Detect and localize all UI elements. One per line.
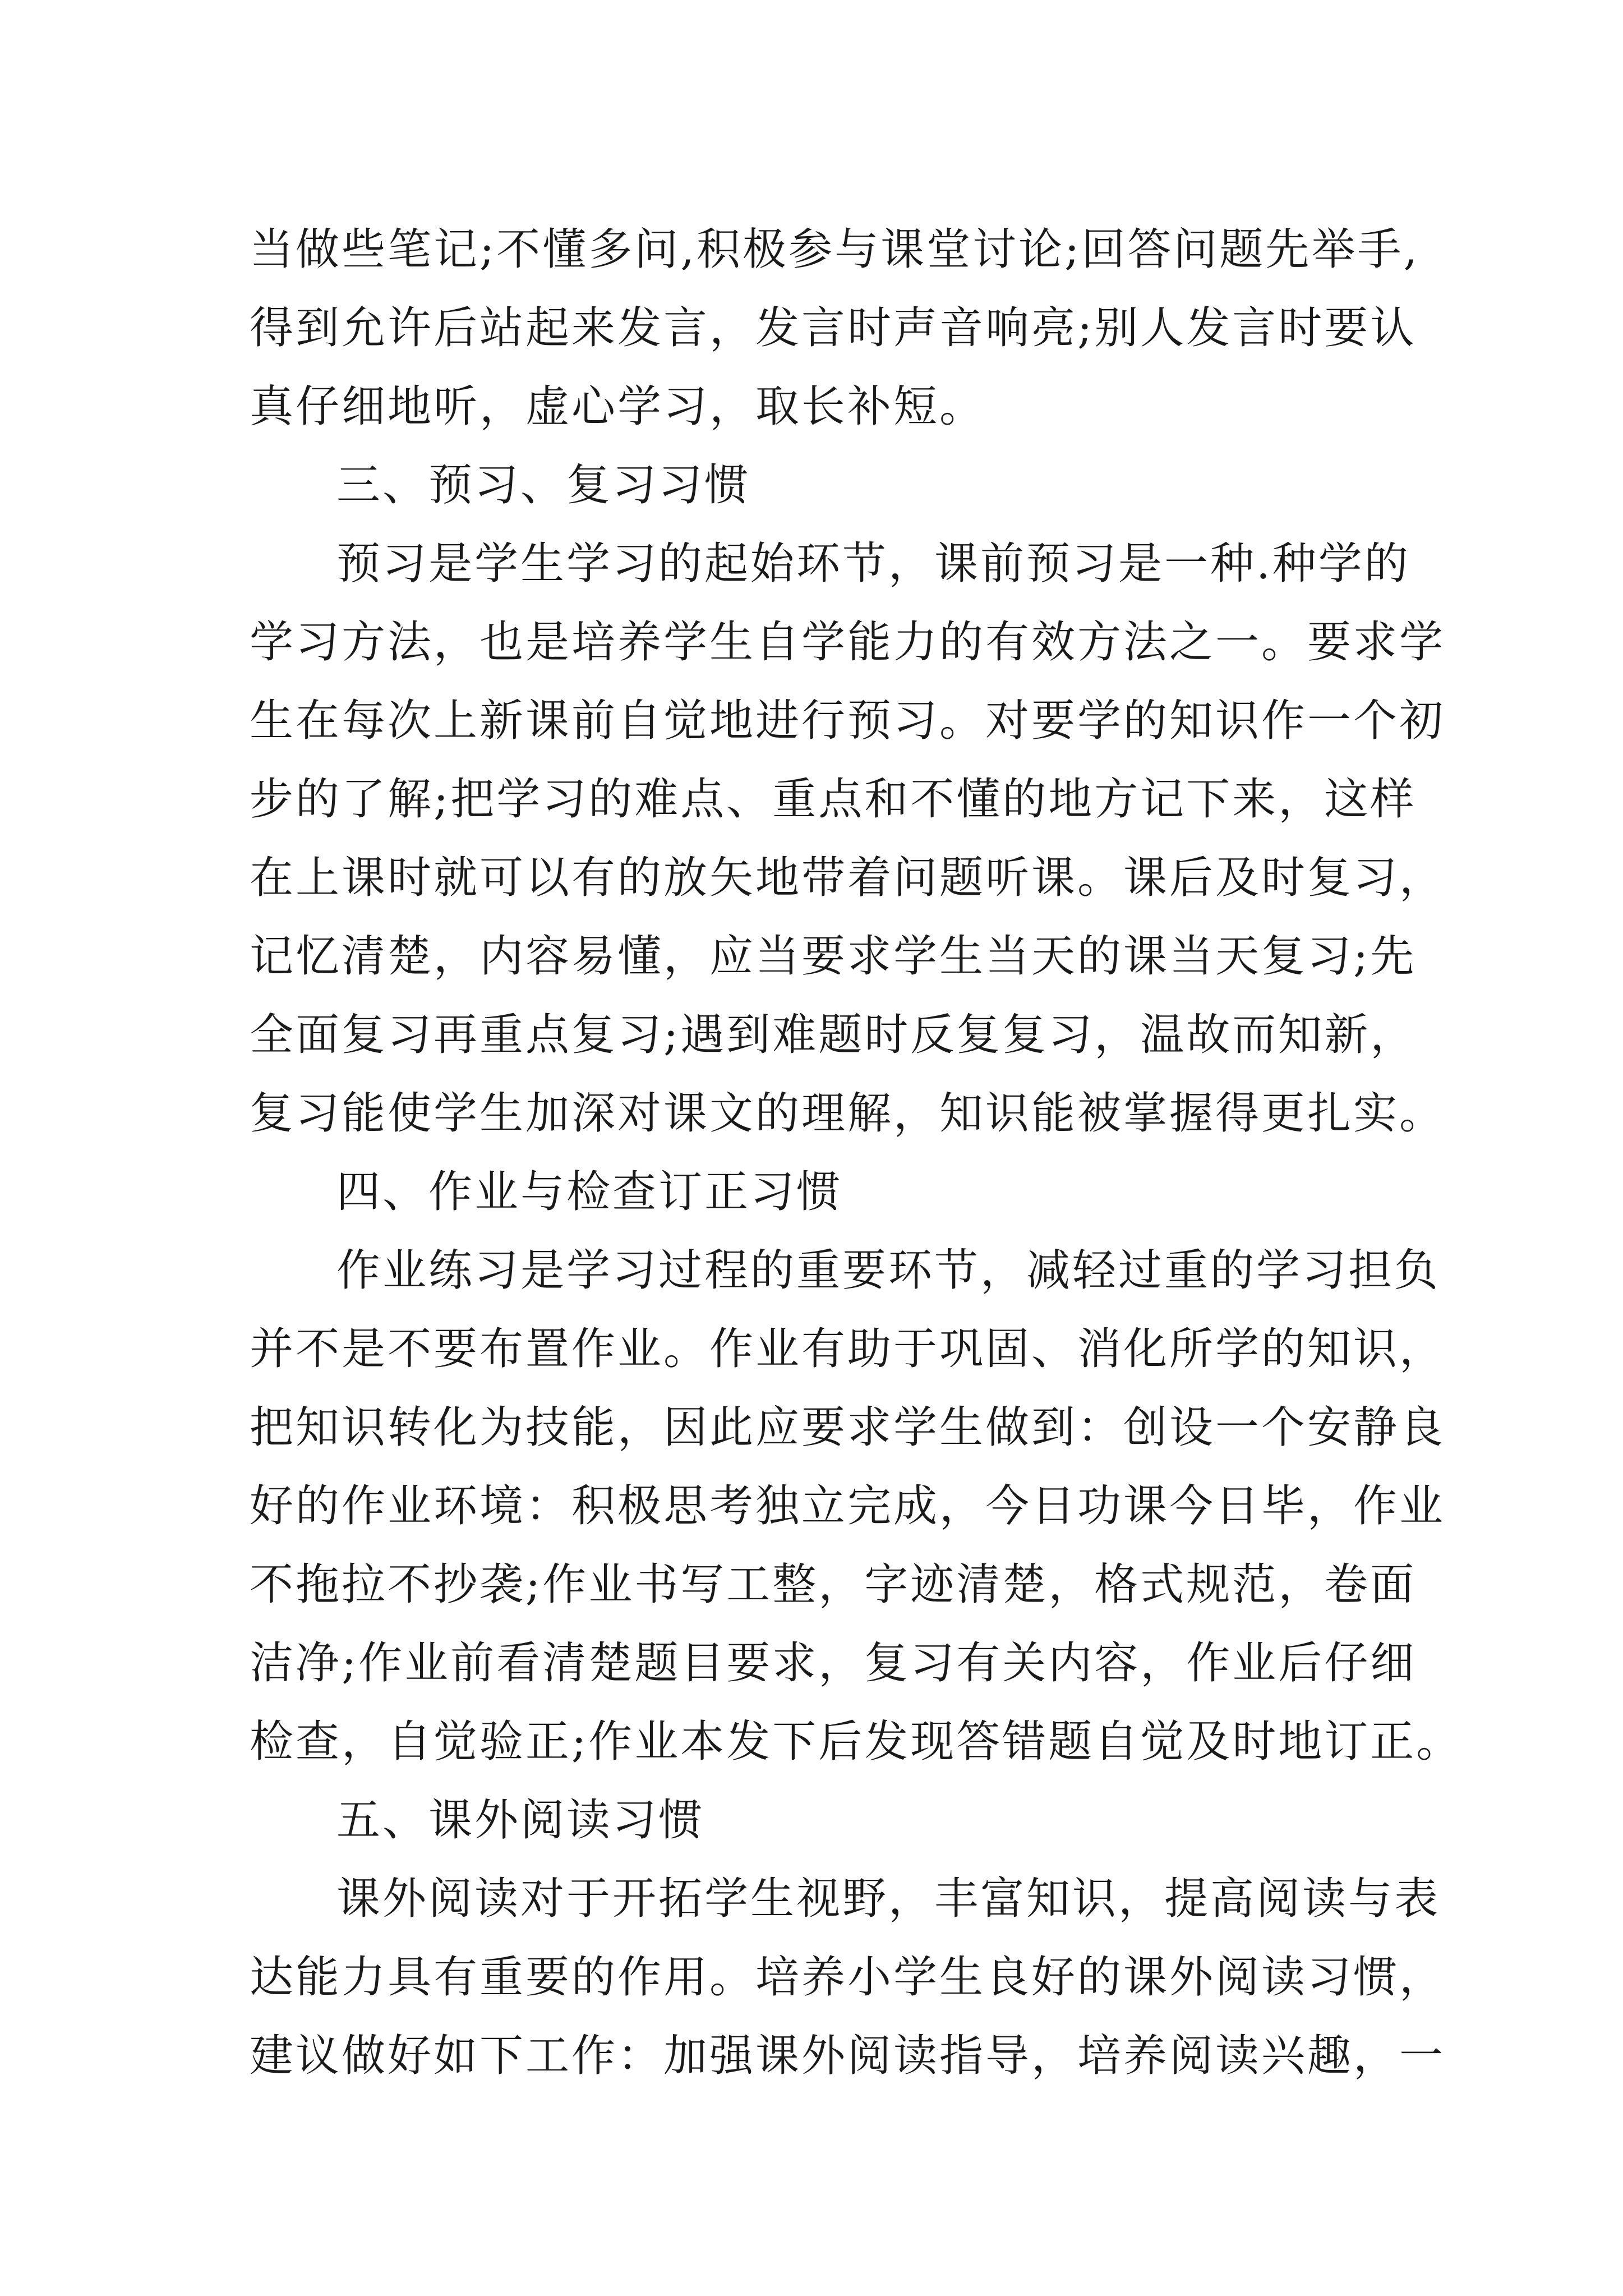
body-text-line: 在上课时就可以有的放矢地带着问题听课。课后及时复习， (250, 853, 1446, 903)
body-text-line: 不拖拉不抄袭;作业书写工整，字迹清楚，格式规范，卷面 (250, 1559, 1417, 1610)
body-text-line: 并不是不要布置作业。作业有助于巩固、消化所学的知识， (250, 1324, 1446, 1374)
body-text-line: 洁净;作业前看清楚题目要求，复习有关内容，作业后仔细 (250, 1638, 1417, 1688)
section-heading: 四、作业与检查订正习惯 (336, 1167, 843, 1217)
body-text-line: 当做些笔记;不懂多问,积极参与课堂讨论;回答问题先举手, (250, 224, 1420, 275)
body-text-line: 把知识转化为技能，因此应要求学生做到：创设一个安静良 (250, 1402, 1446, 1453)
body-text-line: 课外阅读对于开拓学生视野，丰富知识，提高阅读与表 (336, 1874, 1441, 1924)
body-text-line: 得到允许后站起来发言，发言时声音响亮;别人发言时要认 (250, 303, 1417, 353)
body-text-line: 步的了解;把学习的难点、重点和不懂的地方记下来，这样 (250, 774, 1417, 825)
body-text-line: 全面复习再重点复习;遇到难题时反复复习，温故而知新， (250, 1010, 1417, 1060)
body-text-line: 达能力具有重要的作用。培养小学生良好的课外阅读习惯， (250, 1952, 1446, 2003)
body-text-line: 复习能使学生加深对课文的理解，知识能被掌握得更扎实。 (250, 1088, 1446, 1139)
body-text-line: 记忆清楚，内容易懂，应当要求学生当天的课当天复习;先 (250, 931, 1417, 982)
body-text-line: 作业练习是学习过程的重要环节，减轻过重的学习担负 (336, 1245, 1441, 1296)
body-text-line: 预习是学生学习的起始环节，课前预习是一种.种学的 (336, 539, 1410, 589)
body-text-line: 学习方法，也是培养学生自学能力的有效方法之一。要求学 (250, 617, 1446, 668)
body-text-line: 建议做好如下工作：加强课外阅读指导，培养阅读兴趣，一 (250, 2031, 1446, 2081)
body-text-line: 好的作业环境：积极思考独立完成，今日功课今日毕，作业 (250, 1481, 1446, 1531)
body-text-line: 检查，自觉验正;作业本发下后发现答错题自觉及时地订正。 (250, 1717, 1463, 1767)
body-text-line: 真仔细地听，虚心学习，取长补短。 (250, 381, 986, 432)
body-text-line: 生在每次上新课前自觉地进行预习。对要学的知识作一个初 (250, 696, 1446, 746)
section-heading: 三、预习、复习习惯 (336, 460, 751, 510)
section-heading: 五、课外阅读习惯 (336, 1795, 705, 1846)
